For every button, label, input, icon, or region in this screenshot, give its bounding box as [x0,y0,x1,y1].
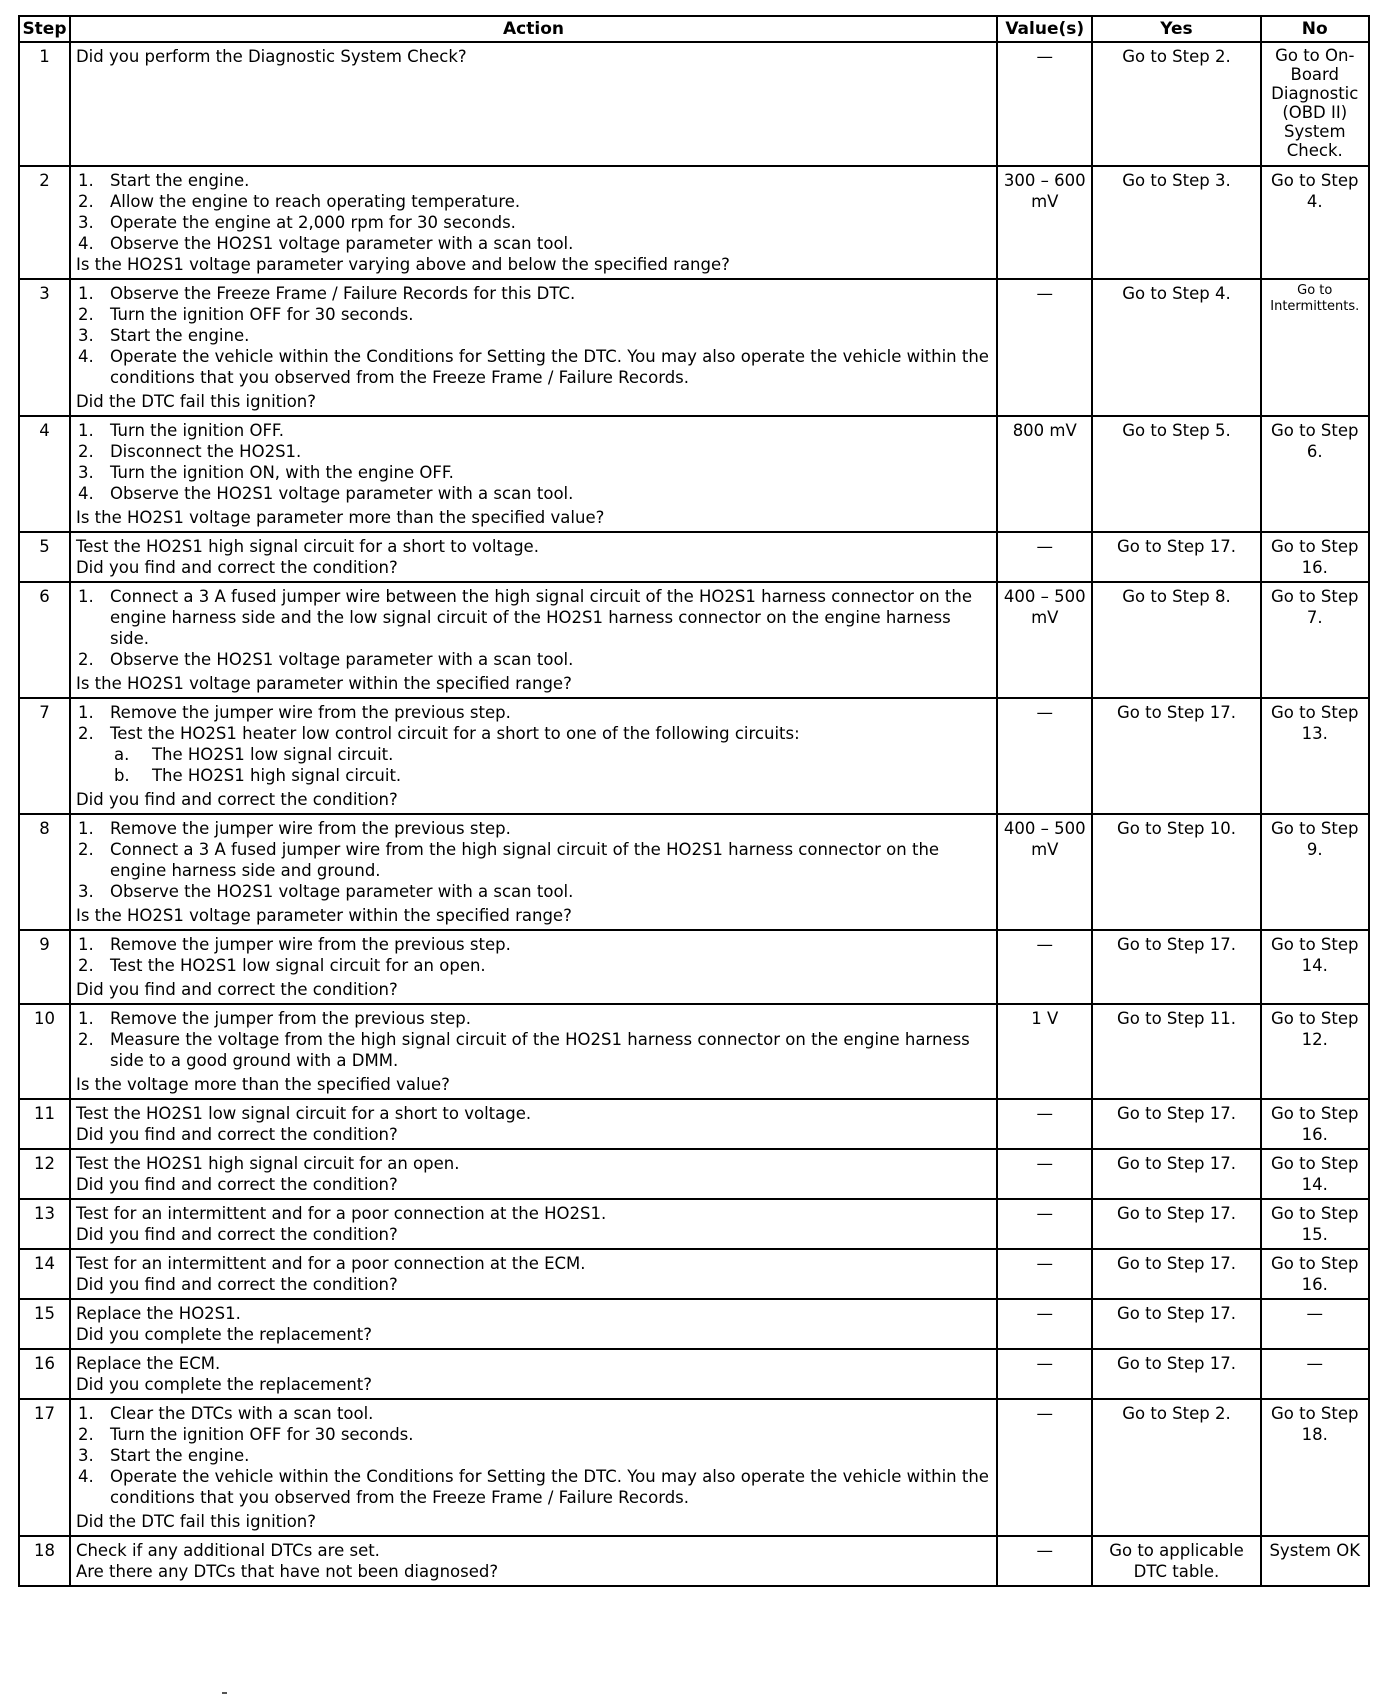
action-step: 2. Allow the engine to reach operating temperature. [77,192,521,211]
action-steps [76,702,991,744]
action-cell [70,416,997,532]
action-steps [76,420,991,504]
table-row [19,42,1369,166]
action-cell [70,1299,997,1349]
table-row [19,1536,1369,1586]
step-number: 13 [19,1199,70,1249]
action-text: Check if any additional DTCs are set. [75,1541,380,1560]
action-substep: a. The HO2S1 low signal circuit. [113,745,394,764]
action-cell [70,166,997,279]
action-question: Are there any DTCs that have not been diagnosed? [75,1562,499,1581]
step-number: 12 [19,1149,70,1199]
yes-cell: Go to Step 17. [1092,1099,1260,1149]
action-step: 1. Remove the jumper from the previous step. [77,1009,471,1028]
table-row [19,1199,1369,1249]
no-cell: — [1261,1299,1369,1349]
yes-cell: Go to Step 17. [1092,930,1260,1004]
action-step: 1. Turn the ignition OFF. [77,421,285,440]
value-cell: — [997,1299,1092,1349]
table-row [19,1149,1369,1199]
action-step: 3. Start the engine. [77,326,250,345]
header-yes: Yes [1092,16,1260,42]
no-cell: Go to Step 12. [1261,1004,1369,1099]
action-steps [76,1008,991,1071]
no-cell: Go to Step 7. [1261,582,1369,698]
action-cell [70,1249,997,1299]
action-text: Test the HO2S1 high signal circuit for an open. [75,1154,460,1173]
action-steps [76,170,991,254]
value-cell: 400 – 500 mV [997,814,1092,930]
yes-cell: Go to Step 3. [1092,166,1260,279]
action-steps [76,934,991,976]
action-step: 1. Connect a 3 A fused jumper wire between the high signal circuit of the HO2S1 harness connector on the engine harness side and the low signal circuit of the HO2S1 harness connector on the engine harness side. [77,587,973,648]
value-cell: — [997,42,1092,166]
table-row [19,582,1369,698]
page-mark [222,1692,227,1694]
action-step: 1. Remove the jumper wire from the previous step. [77,819,511,838]
no-cell: Go to Step 18. [1261,1399,1369,1536]
action-cell [70,1099,997,1149]
action-step: 2. Measure the voltage from the high signal circuit of the HO2S1 harness connector on the engine harness side to a good ground with a DMM. [77,1030,970,1070]
action-step: 2. Test the HO2S1 heater low control circuit for a short to one of the following circuits: [77,724,800,743]
action-cell [70,582,997,698]
yes-cell: Go to Step 8. [1092,582,1260,698]
yes-cell: Go to Step 17. [1092,1149,1260,1199]
action-text: Test the HO2S1 low signal circuit for a short to voltage. [75,1104,532,1123]
value-cell: 800 mV [997,416,1092,532]
action-step: 1. Remove the jumper wire from the previous step. [77,935,511,954]
no-cell: Go to Step 16. [1261,1099,1369,1149]
diagnostic-table [18,15,1370,1587]
table-row [19,1399,1369,1536]
yes-cell: Go to Step 2. [1092,42,1260,166]
table-row [19,698,1369,814]
action-step: 1. Clear the DTCs with a scan tool. [77,1404,374,1423]
yes-cell: Go to Step 11. [1092,1004,1260,1099]
action-question: Did you complete the replacement? [75,1325,373,1344]
step-number: 6 [19,582,70,698]
action-cell [70,42,997,166]
header-no: No [1261,16,1369,42]
action-steps [76,586,991,670]
no-cell: Go to On-Board Diagnostic (OBD II) System Check. [1261,42,1369,166]
value-cell: 300 – 600 mV [997,166,1092,279]
action-step: 3. Turn the ignition ON, with the engine OFF. [77,463,454,482]
no-cell: Go to Step 9. [1261,814,1369,930]
value-cell: — [997,930,1092,1004]
step-number: 15 [19,1299,70,1349]
yes-cell: Go to Step 17. [1092,698,1260,814]
action-cell [70,930,997,1004]
no-cell: Go to Step 14. [1261,1149,1369,1199]
action-cell [70,1149,997,1199]
step-number: 1 [19,42,70,166]
action-substep: b. The HO2S1 high signal circuit. [113,766,402,785]
yes-cell: Go to Step 17. [1092,532,1260,582]
table-row [19,930,1369,1004]
no-cell: Go to Step 16. [1261,1249,1369,1299]
action-question: Is the HO2S1 voltage parameter within the specified range? [75,906,572,925]
value-cell: — [997,698,1092,814]
action-step: 1. Start the engine. [77,171,250,190]
action-question: Did you find and correct the condition? [75,1125,398,1144]
table-row [19,814,1369,930]
action-question: Did you find and correct the condition? [75,1225,398,1244]
action-step: 2. Disconnect the HO2S1. [77,442,302,461]
action-cell [70,814,997,930]
action-question: Did the DTC fail this ignition? [75,1512,317,1531]
action-text: Test for an intermittent and for a poor connection at the HO2S1. [75,1204,607,1223]
action-question: Did you find and correct the condition? [75,790,398,809]
step-number: 14 [19,1249,70,1299]
value-cell: — [997,1536,1092,1586]
header-action: Action [70,16,997,42]
action-cell [70,532,997,582]
action-step: 2. Connect a 3 A fused jumper wire from the high signal circuit of the HO2S1 harness connector on the engine harness side and ground. [77,840,940,880]
value-cell: — [997,1399,1092,1536]
yes-cell: Go to Step 4. [1092,279,1260,416]
no-cell: — [1261,1349,1369,1399]
action-question: Is the voltage more than the specified value? [75,1075,450,1094]
no-cell: Go to Intermittents. [1261,279,1369,416]
value-cell: — [997,1199,1092,1249]
action-cell [70,698,997,814]
no-cell: Go to Step 13. [1261,698,1369,814]
no-cell: Go to Step 16. [1261,532,1369,582]
step-number: 11 [19,1099,70,1149]
value-cell: — [997,1099,1092,1149]
action-cell [70,1199,997,1249]
step-number: 16 [19,1349,70,1399]
action-step: 2. Turn the ignition OFF for 30 seconds. [77,1425,414,1444]
action-question: Did you complete the replacement? [75,1375,373,1394]
step-number: 9 [19,930,70,1004]
action-step: 4. Operate the vehicle within the Conditions for Setting the DTC. You may also operate the vehicle within the conditions that you observed from the Freeze Frame / Failure Records. [77,1467,989,1507]
no-cell: Go to Step 4. [1261,166,1369,279]
table-row [19,279,1369,416]
value-cell: — [997,279,1092,416]
no-cell: System OK [1261,1536,1369,1586]
action-text: Replace the ECM. [75,1354,221,1373]
action-cell [70,1349,997,1399]
yes-cell: Go to Step 5. [1092,416,1260,532]
action-steps [76,818,991,902]
action-text: Test for an intermittent and for a poor connection at the ECM. [75,1254,586,1273]
action-step: 4. Operate the vehicle within the Conditions for Setting the DTC. You may also operate the vehicle within the conditions that you observed from the Freeze Frame / Failure Records. [77,347,989,387]
value-cell: — [997,532,1092,582]
value-cell: 400 – 500 mV [997,582,1092,698]
yes-cell: Go to Step 10. [1092,814,1260,930]
step-number: 10 [19,1004,70,1099]
action-step: 1. Observe the Freeze Frame / Failure Records for this DTC. [77,284,576,303]
yes-cell: Go to Step 17. [1092,1249,1260,1299]
action-steps [76,283,991,388]
yes-cell: Go to Step 2. [1092,1399,1260,1536]
action-step: 2. Test the HO2S1 low signal circuit for an open. [77,956,486,975]
step-number: 5 [19,532,70,582]
step-number: 7 [19,698,70,814]
table-row [19,1249,1369,1299]
action-step: 3. Observe the HO2S1 voltage parameter with a scan tool. [77,882,574,901]
action-question: Is the HO2S1 voltage parameter more than the specified value? [75,508,605,527]
action-step: 2. Observe the HO2S1 voltage parameter with a scan tool. [77,650,574,669]
header-values: Value(s) [997,16,1092,42]
step-number: 3 [19,279,70,416]
action-cell [70,1004,997,1099]
action-question: Did you find and correct the condition? [75,980,398,999]
value-cell: — [997,1149,1092,1199]
action-step: 4. Observe the HO2S1 voltage parameter with a scan tool. [77,484,574,503]
action-text: Replace the HO2S1. [75,1304,241,1323]
action-cell [70,279,997,416]
table-row [19,1349,1369,1399]
action-question: Is the HO2S1 voltage parameter within the specified range? [75,674,572,693]
table-row [19,1299,1369,1349]
action-step: 1. Remove the jumper wire from the previous step. [77,703,511,722]
no-cell: Go to Step 14. [1261,930,1369,1004]
action-step: 4. Observe the HO2S1 voltage parameter with a scan tool. [77,234,574,253]
step-number: 4 [19,416,70,532]
action-substeps [76,744,991,786]
action-step: 3. Operate the engine at 2,000 rpm for 30 seconds. [77,213,516,232]
yes-cell: Go to Step 17. [1092,1299,1260,1349]
action-question: Did you find and correct the condition? [75,1275,398,1294]
action-question: Did you find and correct the condition? [75,1175,398,1194]
table-row [19,1004,1369,1099]
yes-cell: Go to Step 17. [1092,1349,1260,1399]
yes-cell: Go to applicable DTC table. [1092,1536,1260,1586]
table-row [19,532,1369,582]
action-cell [70,1536,997,1586]
header-step: Step [19,16,70,42]
action-cell [70,1399,997,1536]
header-row [19,16,1369,42]
action-step: 3. Start the engine. [77,1446,250,1465]
action-steps [76,1403,991,1508]
value-cell: 1 V [997,1004,1092,1099]
action-question: Did the DTC fail this ignition? [75,392,317,411]
value-cell: — [997,1249,1092,1299]
value-cell: — [997,1349,1092,1399]
yes-cell: Go to Step 17. [1092,1199,1260,1249]
step-number: 2 [19,166,70,279]
table-row [19,166,1369,279]
no-cell: Go to Step 6. [1261,416,1369,532]
no-cell: Go to Step 15. [1261,1199,1369,1249]
action-text: Did you perform the Diagnostic System Check? [75,47,467,66]
action-question: Did you find and correct the condition? [75,558,398,577]
table-row [19,1099,1369,1149]
action-step: 2. Turn the ignition OFF for 30 seconds. [77,305,414,324]
step-number: 18 [19,1536,70,1586]
table-row [19,416,1369,532]
action-question: Is the HO2S1 voltage parameter varying above and below the specified range? [75,255,730,274]
step-number: 8 [19,814,70,930]
action-text: Test the HO2S1 high signal circuit for a short to voltage. [75,537,539,556]
step-number: 17 [19,1399,70,1536]
